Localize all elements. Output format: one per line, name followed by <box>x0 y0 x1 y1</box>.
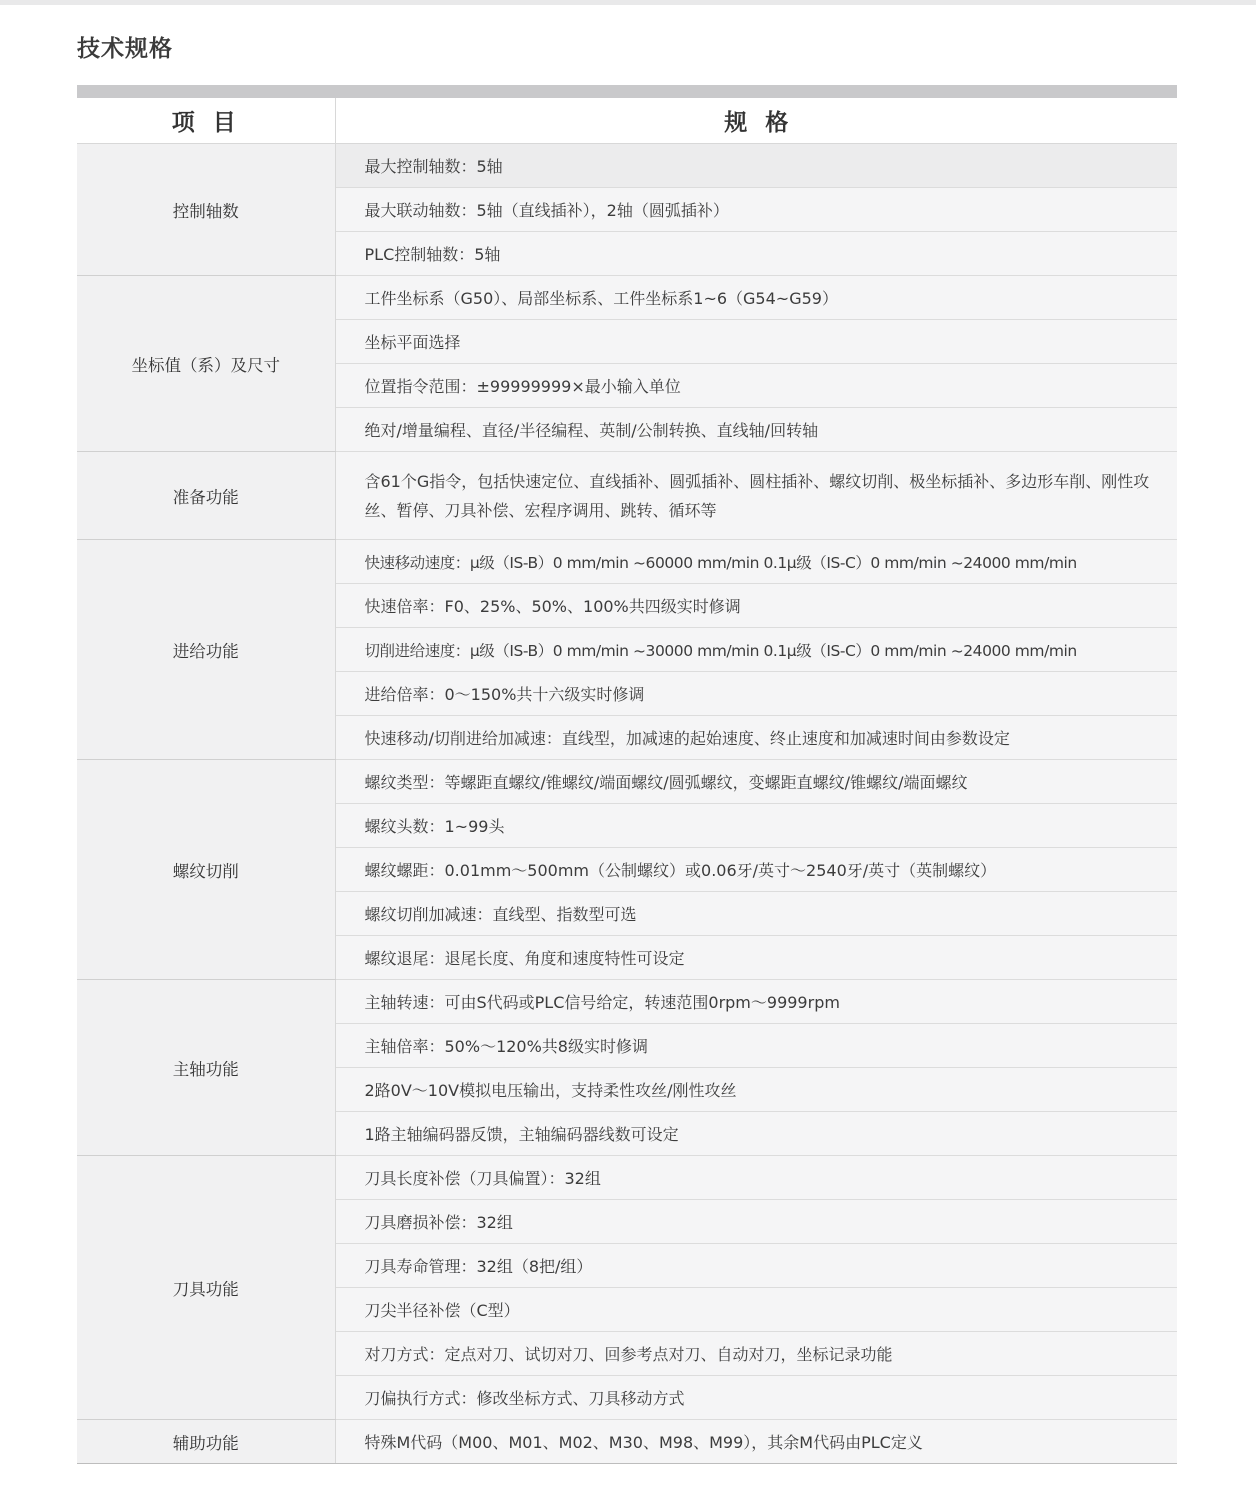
spec-cell: 螺纹头数：1~99头 <box>335 804 1177 848</box>
category-cell: 主轴功能 <box>77 980 335 1156</box>
spec-cell: 特殊M代码（M00、M01、M02、M30、M98、M99），其余M代码由PLC定义 <box>335 1420 1177 1464</box>
page-title: 技术规格 <box>77 36 173 62</box>
spec-cell: 刀具长度补偿（刀具偏置）：32组 <box>335 1156 1177 1200</box>
spec-cell: 主轴倍率：50%～120%共8级实时修调 <box>335 1024 1177 1068</box>
table-row <box>77 760 1177 804</box>
spec-cell: 对刀方式：定点对刀、试切对刀、回参考点对刀、自动对刀，坐标记录功能 <box>335 1332 1177 1376</box>
spec-cell: 快速移动/切削进给加减速：直线型，加减速的起始速度、终止速度和加减速时间由参数设定 <box>335 716 1177 760</box>
spec-cell: 快速倍率：F0、25%、50%、100%共四级实时修调 <box>335 584 1177 628</box>
spec-cell: 螺纹螺距：0.01mm～500mm（公制螺纹）或0.06牙/英寸～2540牙/英寸（英制螺纹） <box>335 848 1177 892</box>
spec-cell: 2路0V～10V模拟电压输出，支持柔性攻丝/刚性攻丝 <box>335 1068 1177 1112</box>
spec-cell: 刀尖半径补偿（C型） <box>335 1288 1177 1332</box>
table-header-row <box>77 98 1177 144</box>
category-cell: 进给功能 <box>77 540 335 760</box>
spec-cell: 快速移动速度：μ级（IS-B）0 mm/min ~60000 mm/min 0.1μ级（IS-C）0 mm/min ~24000 mm/min <box>335 540 1177 584</box>
spec-cell: 刀具寿命管理：32组（8把/组） <box>335 1244 1177 1288</box>
top-strip <box>0 0 1256 5</box>
spec-cell: 进给倍率：0～150%共十六级实时修调 <box>335 672 1177 716</box>
spec-cell: 1路主轴编码器反馈，主轴编码器线数可设定 <box>335 1112 1177 1156</box>
table-row <box>77 540 1177 584</box>
spec-cell: 工件坐标系（G50）、局部坐标系、工件坐标系1~6（G54~G59） <box>335 276 1177 320</box>
category-cell: 准备功能 <box>77 452 335 540</box>
spec-cell: 螺纹类型：等螺距直螺纹/锥螺纹/端面螺纹/圆弧螺纹，变螺距直螺纹/锥螺纹/端面螺纹 <box>335 760 1177 804</box>
table-top-bar <box>77 85 1177 98</box>
table-row <box>77 1156 1177 1200</box>
spec-cell: 切削进给速度：μ级（IS-B）0 mm/min ~30000 mm/min 0.1μ级（IS-C）0 mm/min ~24000 mm/min <box>335 628 1177 672</box>
category-cell: 刀具功能 <box>77 1156 335 1420</box>
spec-cell: 螺纹退尾：退尾长度、角度和速度特性可设定 <box>335 936 1177 980</box>
spec-cell: 绝对/增量编程、直径/半径编程、英制/公制转换、直线轴/回转轴 <box>335 408 1177 452</box>
table-row <box>77 1420 1177 1464</box>
spec-cell: 刀具磨损补偿：32组 <box>335 1200 1177 1244</box>
spec-cell: 主轴转速：可由S代码或PLC信号给定，转速范围0rpm～9999rpm <box>335 980 1177 1024</box>
table-row <box>77 144 1177 188</box>
spec-cell: 螺纹切削加减速：直线型、指数型可选 <box>335 892 1177 936</box>
header-spec: 规格 <box>335 98 1177 144</box>
spec-cell: 最大控制轴数：5轴 <box>335 144 1177 188</box>
category-cell: 坐标值（系）及尺寸 <box>77 276 335 452</box>
category-cell: 辅助功能 <box>77 1420 335 1464</box>
category-cell: 控制轴数 <box>77 144 335 276</box>
spec-cell: 最大联动轴数：5轴（直线插补），2轴（圆弧插补） <box>335 188 1177 232</box>
spec-cell: 含61个G指令，包括快速定位、直线插补、圆弧插补、圆柱插补、螺纹切削、极坐标插补、多边形车削、刚性攻丝、暂停、刀具补偿、宏程序调用、跳转、循环等 <box>335 452 1177 540</box>
spec-cell: 刀偏执行方式：修改坐标方式、刀具移动方式 <box>335 1376 1177 1420</box>
spec-cell: 位置指令范围：±99999999×最小输入单位 <box>335 364 1177 408</box>
header-item: 项目 <box>77 98 335 144</box>
spec-cell: PLC控制轴数：5轴 <box>335 232 1177 276</box>
spec-cell: 坐标平面选择 <box>335 320 1177 364</box>
table-row <box>77 452 1177 540</box>
category-cell: 螺纹切削 <box>77 760 335 980</box>
spec-table <box>77 98 1177 1464</box>
table-row <box>77 276 1177 320</box>
table-row <box>77 980 1177 1024</box>
